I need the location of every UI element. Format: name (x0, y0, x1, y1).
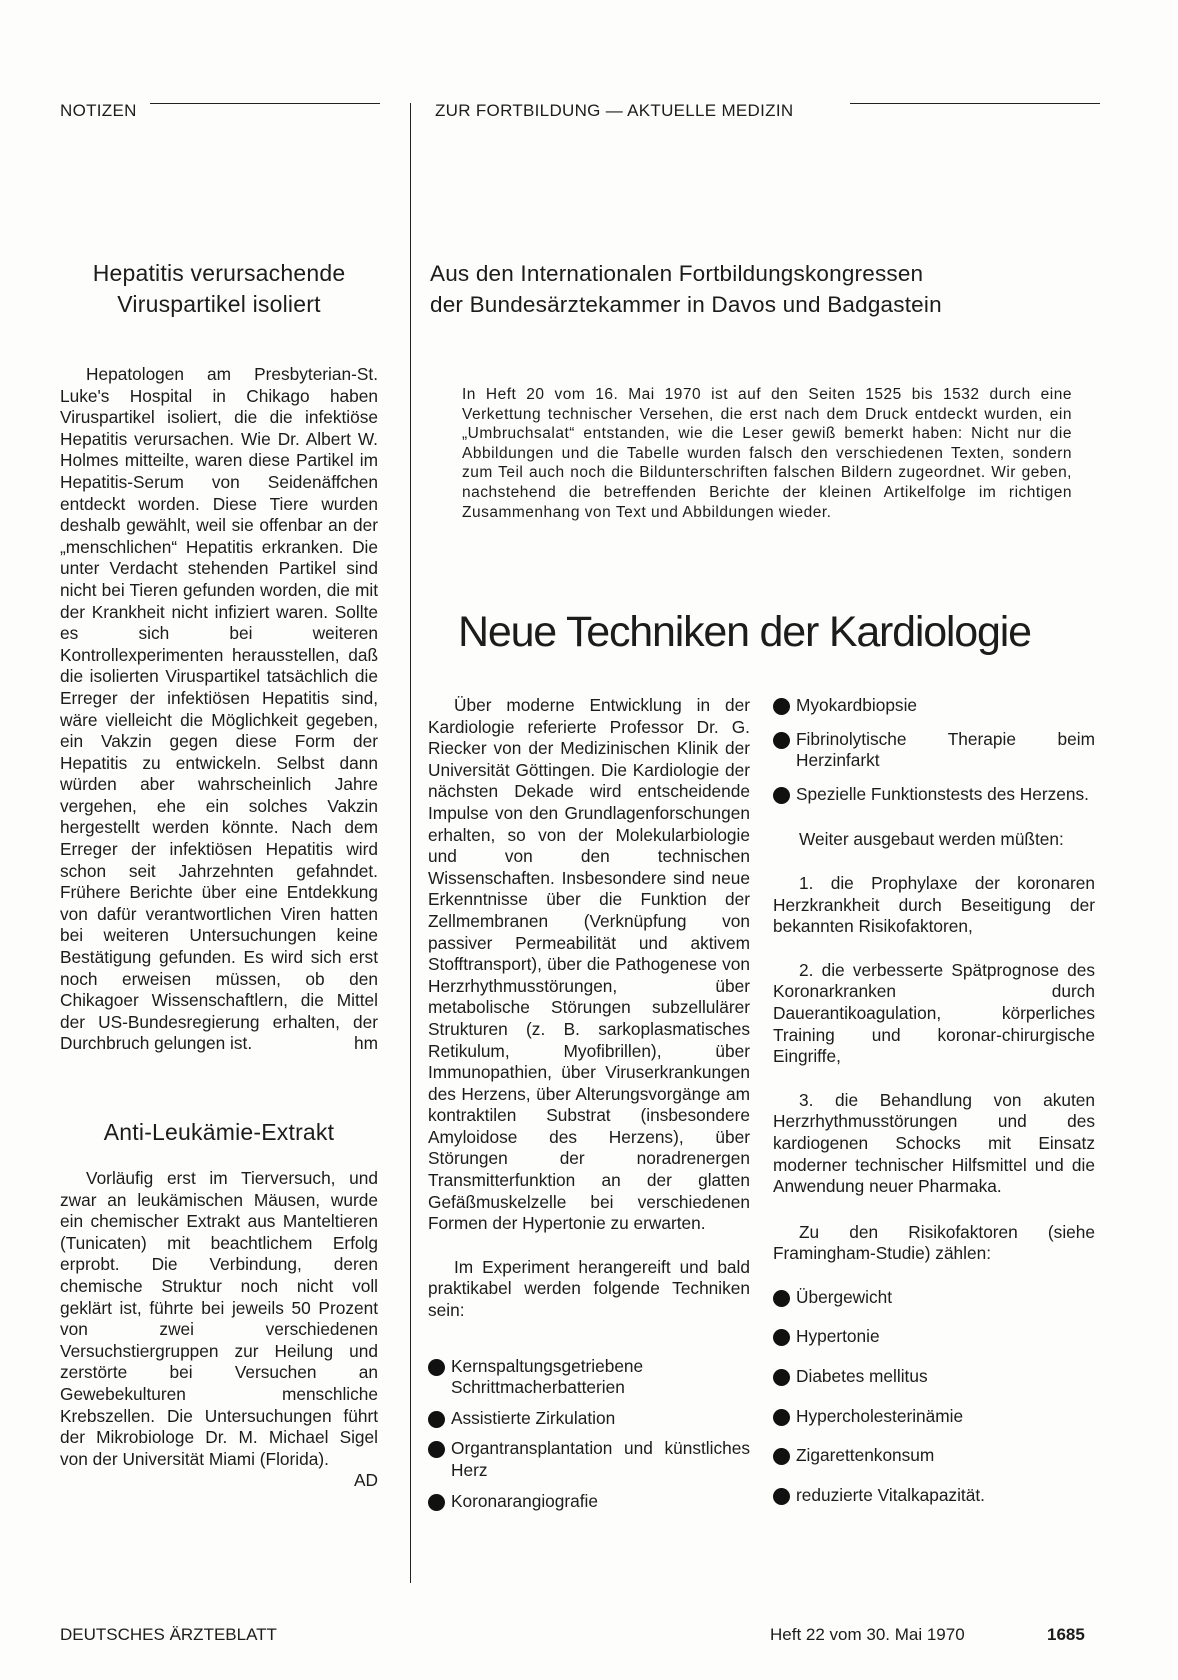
bullet-icon (773, 1448, 790, 1465)
diagnostik-list (773, 695, 1095, 805)
header-rule-left (150, 103, 380, 104)
risikofaktoren-list (773, 1287, 1095, 1507)
erratum-notice: In Heft 20 vom 16. Mai 1970 ist auf den Seiten 1525 bis 1532 durch eine Verkettung technischer Versehen, die erst nach dem Druck entdeckt wurden, ein „Umbruchsalat“ entstanden, wie die Leser gewiß bemerkt haben: Nicht nur die Abbildungen und die Tabelle wurden falsch den verschiedenen Texten, sondern zum Teil auch noch die Bildunterschriften falschen Bildern zugeordnet. Wir geben, nachstehend die betreffenden Berichte der kleinen Artikelfolge im richtigen Zusammenhang von Text und Abbildungen wieder. (462, 386, 1072, 521)
bullet-icon (773, 1409, 790, 1426)
bullet-icon (773, 698, 790, 715)
list-item: reduzierte Vitalkapazität. (773, 1485, 1095, 1507)
list-item: Spezielle Funktionstests des Herzens. (773, 784, 1095, 806)
list-item: Fibrinolytische Therapie beim Herzinfarkt (773, 729, 1095, 772)
numbered-item: 2. die verbesserte Spätprognose des Koronarkranken durch Dauerantikoagulation, körperliches Training und koronar-chirurgische Eingriffe, (773, 959, 1095, 1067)
bullet-icon (773, 1290, 790, 1307)
bullet-icon (428, 1359, 445, 1376)
kardiologie-column-b (773, 695, 1095, 1506)
running-head-left: NOTIZEN (60, 101, 137, 120)
risikofaktoren-intro: Zu den Risikofaktoren (siehe Framingham-Studie) zählen: (773, 1221, 1095, 1264)
main-article-title: Neue Techniken der Kardiologie (458, 608, 1031, 656)
kardiologie-intro: Über moderne Entwicklung in der Kardiologie referierte Professor Dr. G. Riecker von der Medizinischen Klinik der Universität Göttingen. Die Kardiologie der nächsten Dekade wird entscheidende Impulse von den Grundlagenforschungen erhalten, so von der Molekularbiologie und von den technischen Wissenschaften. Insbesondere sind neue Erkenntnisse über die Funktion der Zellmembranen (Verknüpfung von passiver Permeabilität und aktivem Stofftransport), über die Pathogenese von Herzrhythmusstörungen, über metabolische Störungen subzellulärer Strukturen (z. B. sarkoplasmatisches Retikulum, Myofibrillen), über Immunopathien, über Viruserkrankungen des Herzens, über Alterungsvorgänge am kontraktilen Substrat (insbesondere Amyloidose des Herzens), über Störungen der noradrenergen Transmitterfunktion an der glatten Gefäßmuskelzelle bei verschiedenen Formen der Hypertonie zu erwarten. (428, 695, 750, 1234)
ausbau-list (773, 873, 1095, 1198)
bullet-icon (428, 1441, 445, 1458)
list-item: Organtransplantation und künstliches Herz (428, 1438, 750, 1481)
issue-info: Heft 22 vom 30. Mai 1970 (770, 1625, 965, 1644)
kardiologie-column-a (428, 695, 750, 1512)
author-signature: hm (353, 1033, 378, 1054)
congress-heading (430, 258, 1110, 320)
running-head-right: ZUR FORTBILDUNG — AKTUELLE MEDIZIN (435, 101, 794, 120)
bullet-icon (773, 1329, 790, 1346)
author-signature: AD (353, 1470, 378, 1491)
techniken-list (428, 1356, 750, 1513)
numbered-item: 3. die Behandlung von akuten Herzrhythmusstörungen und des kardiogenen Schocks mit Einsatz moderner technischer Hilfsmittel und die Anwendung neuer Pharmaka. (773, 1089, 1095, 1197)
list-item: Übergewicht (773, 1287, 1095, 1309)
article-title-hepatitis: Hepatitis verursachende Viruspartikel isoliert (92, 260, 346, 317)
bullet-icon (773, 732, 790, 749)
header-rule-right (850, 103, 1100, 104)
congress-title-line-1: Aus den Internationalen Fortbildungskongressen (430, 261, 924, 286)
article-body-hepatitis: Hepatologen am Presbyterian-St. Luke's Hospital in Chikago haben Viruspartikel isoliert, die die infektiöse Hepatitis verursachen. Wie Dr. Albert W. Holmes mitteilte, waren diese Partikel im Hepatitis-Serum von Seidenäffchen entdeckt worden. Diese Tiere wurden deshalb gewählt, weil sie offenbar an der „menschlichen“ Hepatitis erkranken. Die unter Verdacht stehenden Partikel sind nicht bei Tieren gefunden worden, die mit der Krankheit nicht infiziert waren. Sollte es sich bei weiteren Kontrollexperimenten herausstellen, daß die isolierten Viruspartikel tatsächlich die Erreger der infektiösen Hepatitis sind, wäre vielleicht die Möglichkeit gegeben, ein Vakzin gegen diese Form der Hepatitis zu entwickeln. Selbst dann würden aber wahrscheinlich Jahre vergehen, ehe ein solches Vakzin hergestellt werden könnte. Nach dem Erreger der infektiösen Hepatitis wird schon seit Jahrzehnten gefahndet. Frühere Berichte über eine Entdekkung von dafür verantwortlichen Viren hatten bei weiteren Untersuchungen keine Bestätigung gefunden. Es wird sich erst noch erweisen müssen, ob den Chikagoer Wissenschaftlern, die Mittel der US-Bundesregierung erhalten, der Durchbruch gelungen ist. hm (60, 364, 378, 1054)
bullet-icon (773, 1488, 790, 1505)
list-item: Koronarangiografie (428, 1491, 750, 1513)
bullet-icon (428, 1411, 445, 1428)
list-item: Kernspaltungsgetriebene Schrittmacherbatterien (428, 1356, 750, 1399)
list-item: Zigarettenkonsum (773, 1445, 1095, 1467)
bullet-icon (773, 1369, 790, 1386)
journal-name: DEUTSCHES ÄRZTEBLATT (60, 1625, 277, 1644)
column-divider (410, 103, 411, 1583)
list-item: Hypercholesterinämie (773, 1406, 1095, 1428)
page-number: 1685 (1047, 1625, 1085, 1644)
ausbau-intro: Weiter ausgebaut werden müßten: (799, 829, 1064, 850)
bullet-icon (428, 1494, 445, 1511)
article-title-leukaemie: Anti-Leukämie-Extrakt (103, 1119, 335, 1145)
congress-title-line-2: der Bundesärztekammer in Davos und Badgastein (430, 292, 942, 317)
bullet-icon (773, 787, 790, 804)
numbered-item: 1. die Prophylaxe der koronaren Herzkrankheit durch Beseitigung der bekannten Risikofaktoren, (773, 872, 1095, 937)
list-item: Hypertonie (773, 1326, 1095, 1348)
list-item: Myokardbiopsie (773, 695, 1095, 717)
article-body-leukaemie: Vorläufig erst im Tierversuch, und zwar an leukämischen Mäusen, wurde ein chemischer Extrakt aus Manteltieren (Tunicaten) mit beachtlichem Erfolg erprobt. Die Verbindung, deren chemische Struktur noch nicht voll geklärt ist, führte bei jeweils 50 Prozent von zwei verschiedenen Versuchstiergruppen zur Heilung und zerstörte bei Versuchen an Gewebekulturen menschliche Krebszellen. Die Untersuchungen führt der Mikrobiologe Dr. M. Michael Sigel von der Universität Miami (Florida). AD (60, 1168, 378, 1491)
left-column (60, 258, 378, 1492)
list-item: Assistierte Zirkulation (428, 1408, 750, 1430)
list-item: Diabetes mellitus (773, 1366, 1095, 1388)
techniken-intro: Im Experiment herangereift und bald praktikabel werden folgende Techniken sein: (428, 1256, 750, 1321)
